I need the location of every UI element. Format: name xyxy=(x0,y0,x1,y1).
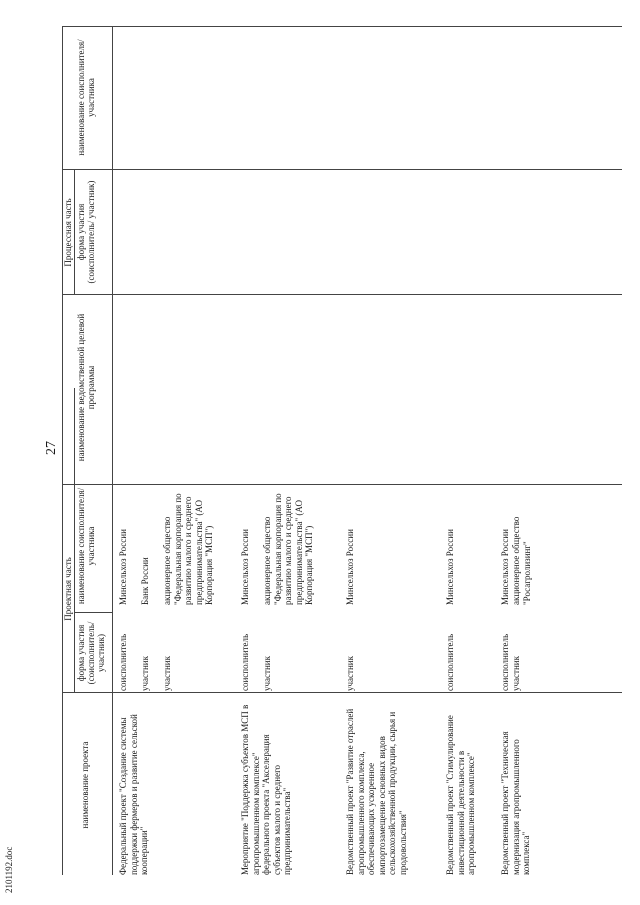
row-coexecutor: Банк России xyxy=(140,557,150,605)
col-divider-5 xyxy=(62,169,622,170)
col-divider-2 xyxy=(74,612,112,613)
header-bottom-line xyxy=(112,27,113,875)
header-project-name: наименование проекта xyxy=(80,741,90,829)
row-form: соисполнитель xyxy=(118,633,128,691)
row-form: участник xyxy=(511,656,521,691)
row-form: участник xyxy=(345,656,355,691)
project-part-underline xyxy=(74,388,75,693)
col-divider-6 xyxy=(62,26,622,27)
row-coexecutor: акционерное общество "Федеральная корпорация по развитию малого и среднего предпринимательства" (АО Корпорация "МСП") xyxy=(162,493,215,605)
row-project: Федеральный проект "Создание системы поддержки фермеров и развитие сельской кооперации" xyxy=(118,714,150,875)
header-program-name: наименование ведомственной целевой программы xyxy=(76,313,96,462)
row-form: участник xyxy=(262,656,272,691)
process-part-underline xyxy=(74,170,75,295)
col-divider-1 xyxy=(62,692,622,693)
row-form: соисполнитель xyxy=(240,633,250,691)
header-form-participation-2: форма участия (соисполнитель/ участник) xyxy=(76,180,96,284)
col-divider-4 xyxy=(62,294,622,295)
row-form: соисполнитель xyxy=(500,633,510,691)
row-coexecutor: Минсельхоз России xyxy=(240,529,250,605)
header-process-part: Процессная часть xyxy=(63,198,73,267)
page-number: 27 xyxy=(44,441,59,455)
row-coexecutor: акционерное общество "Росагролизинг" xyxy=(511,516,532,605)
row-coexecutor: Минсельхоз России xyxy=(345,529,355,605)
row-project: Мероприятие "Поддержка субъектов МСП в агропромышленном комплексе" федерального проекта "Акселерация субъектов малого и среднего предпринимательства" xyxy=(240,704,293,875)
header-coexecutor-name-2: наименование соисполнителя/ участника xyxy=(76,39,96,156)
col-divider-3 xyxy=(62,484,622,485)
header-project-part: Проектная часть xyxy=(63,557,73,621)
row-project: Ведомственный проект "Стимулирование инвестиционной деятельности в агропромышленном комплексе" xyxy=(445,715,477,875)
header-coexecutor-name: наименование соисполнителя/ участника xyxy=(76,487,96,605)
footer-doc-code: 2101192.doc xyxy=(4,846,14,893)
row-form: участник xyxy=(162,656,172,691)
row-coexecutor: акционерное общество "Федеральная корпорация по развитию малого и среднего предпринимательства" (АО Корпорация "МСП") xyxy=(262,493,315,605)
row-project: Ведомственный проект "Техническая модернизация агропромышленного комплекса" xyxy=(500,731,532,875)
table-top-line xyxy=(62,27,63,875)
row-coexecutor: Минсельхоз России xyxy=(118,529,128,605)
header-form-participation: форма участия (соисполнитель/ участник) xyxy=(76,621,106,685)
row-coexecutor: Минсельхоз России xyxy=(500,529,510,605)
row-form: соисполнитель xyxy=(445,633,455,691)
row-project: Ведомственный проект "Развитие отраслей агропромышленного комплекса, обеспечивающих ускоренное импортозамещение основных видов сельскохозяйственной продукции, сырья и продовольствия" xyxy=(345,708,408,875)
row-coexecutor: Минсельхоз России xyxy=(445,529,455,605)
row-form: участник xyxy=(140,656,150,691)
